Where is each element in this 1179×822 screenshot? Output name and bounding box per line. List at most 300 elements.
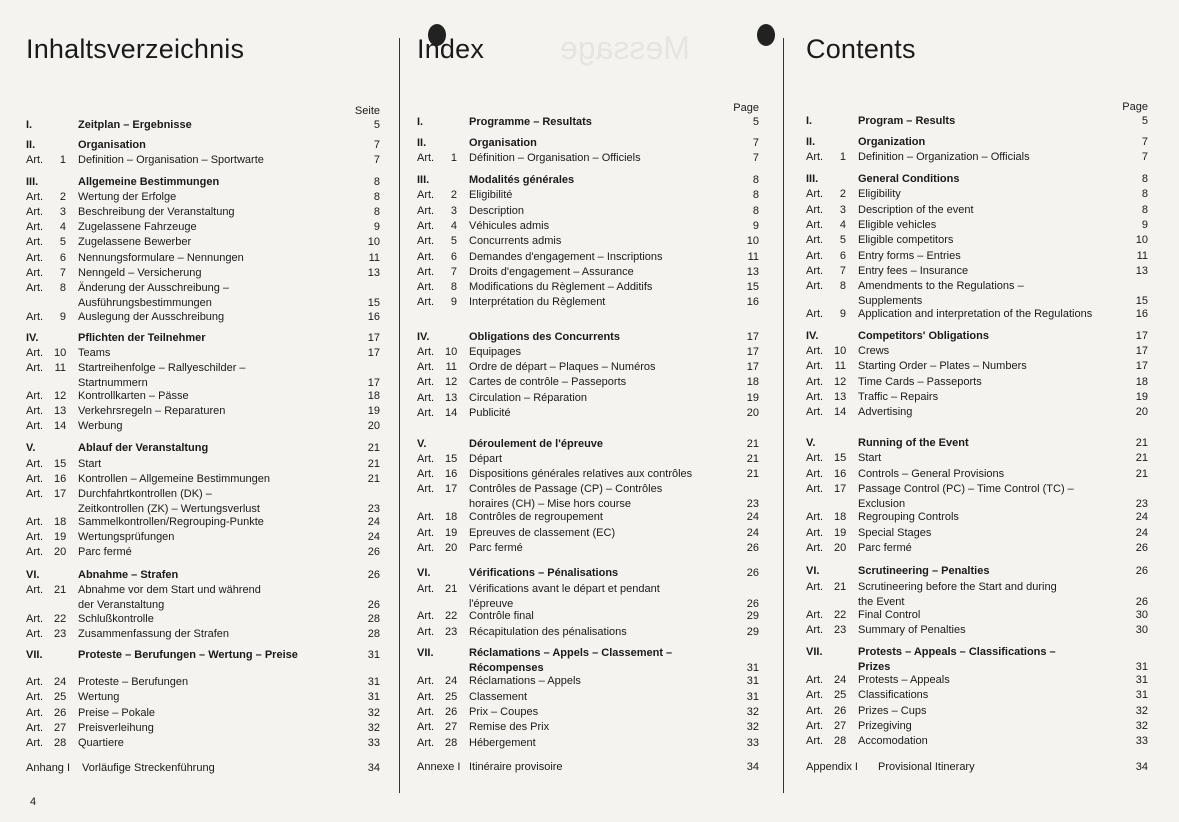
page-ref: 8 bbox=[1141, 173, 1148, 185]
page-ref: 13 bbox=[1135, 265, 1148, 277]
page-ref: 17 bbox=[367, 377, 380, 390]
entry-title-line: Contrôles de Passage (CP) – Contrôles bbox=[469, 483, 663, 495]
page-ref: 15 bbox=[1135, 295, 1148, 308]
article-label: Art. bbox=[417, 235, 435, 247]
entry-title bbox=[858, 704, 1124, 719]
article-label: Art. bbox=[417, 542, 435, 554]
entry-title-line: Ausführungsbestimmungen bbox=[78, 297, 212, 310]
toc-column-french bbox=[411, 0, 767, 822]
toc-article-row bbox=[26, 281, 380, 312]
article-label: Art. bbox=[26, 154, 44, 166]
page-ref: 32 bbox=[746, 706, 759, 718]
article-label: Art. bbox=[806, 234, 824, 246]
article-number: 16 bbox=[445, 468, 458, 480]
entry-title-line: Classifications bbox=[858, 689, 929, 701]
toc-column-german bbox=[20, 0, 388, 822]
page-ref: 8 bbox=[752, 174, 759, 186]
article-number: 3 bbox=[450, 205, 457, 217]
page-ref: 32 bbox=[1135, 705, 1148, 717]
article-label: Art. bbox=[26, 362, 44, 374]
toc-appendix-row bbox=[417, 760, 759, 775]
entry-title bbox=[858, 307, 1124, 322]
article-label: Art. bbox=[417, 220, 435, 232]
page-ref: 9 bbox=[373, 221, 380, 233]
article-label: Art. bbox=[26, 347, 44, 359]
article-number: 28 bbox=[54, 737, 67, 749]
toc-article-row bbox=[26, 419, 380, 434]
toc-article-row bbox=[26, 690, 380, 705]
page-ref: 31 bbox=[1135, 674, 1148, 686]
entry-title-line: Programme – Resultats bbox=[469, 116, 592, 128]
article-number: 2 bbox=[59, 191, 66, 203]
page-ref: 21 bbox=[746, 468, 759, 480]
page-ref: 34 bbox=[1135, 761, 1148, 773]
toc-article-row bbox=[26, 612, 380, 627]
entry-title-line: Prizegiving bbox=[858, 720, 912, 732]
page-ref: 24 bbox=[746, 511, 759, 523]
page-ref: 26 bbox=[1135, 542, 1148, 554]
entry-title-line: Accomodation bbox=[858, 735, 928, 747]
toc-article-row bbox=[806, 218, 1148, 233]
entry-title-line: Description of the event bbox=[858, 204, 974, 216]
page-ref: 17 bbox=[1135, 330, 1148, 342]
page-ref: 16 bbox=[746, 296, 759, 308]
page-ref: 17 bbox=[1135, 345, 1148, 357]
entry-title bbox=[858, 218, 1124, 233]
toc-article-row bbox=[26, 706, 380, 721]
article-label: Art. bbox=[417, 737, 435, 749]
article-label: Art. bbox=[417, 392, 435, 404]
entry-title bbox=[78, 487, 356, 518]
entry-title bbox=[878, 760, 1124, 775]
entry-title-line: Organisation bbox=[469, 137, 537, 149]
entry-title-line: Protests – Appeals bbox=[858, 674, 950, 686]
article-number: 5 bbox=[59, 236, 66, 248]
entry-title bbox=[78, 153, 356, 168]
entry-title-line: Allgemeine Bestimmungen bbox=[78, 176, 220, 188]
section-numeral: IV. bbox=[806, 330, 819, 342]
page-ref: 10 bbox=[367, 236, 380, 248]
entry-title bbox=[78, 310, 356, 325]
entry-title bbox=[78, 568, 356, 583]
toc-article-row bbox=[26, 545, 380, 560]
entry-title bbox=[469, 690, 735, 705]
article-label: Art. bbox=[417, 527, 435, 539]
article-label: Art. bbox=[417, 189, 435, 201]
entry-title bbox=[469, 151, 735, 166]
page-ref: 21 bbox=[367, 473, 380, 485]
article-label: Art. bbox=[26, 390, 44, 402]
entry-title bbox=[78, 627, 356, 642]
article-label: Art. bbox=[806, 452, 824, 464]
entry-title bbox=[858, 608, 1124, 623]
page-ref: 20 bbox=[1135, 406, 1148, 418]
entry-title bbox=[858, 734, 1124, 749]
article-number: 8 bbox=[839, 280, 846, 292]
entry-title bbox=[469, 265, 735, 280]
entry-title-line: Startnummern bbox=[78, 377, 148, 390]
toc-section-row bbox=[417, 115, 759, 130]
page-ref: 8 bbox=[373, 191, 380, 203]
entry-title bbox=[858, 114, 1124, 129]
article-number: 1 bbox=[450, 152, 457, 164]
entry-title bbox=[78, 190, 356, 205]
article-label: Art. bbox=[806, 720, 824, 732]
article-number: 27 bbox=[445, 721, 458, 733]
article-number: 23 bbox=[54, 628, 67, 640]
toc-section-row bbox=[26, 175, 380, 190]
page-ref: 24 bbox=[746, 527, 759, 539]
article-label: Art. bbox=[806, 219, 824, 231]
page-ref: 18 bbox=[746, 376, 759, 388]
entry-title bbox=[78, 331, 356, 346]
entry-title bbox=[858, 150, 1124, 165]
toc-section-row bbox=[26, 331, 380, 346]
toc-article-row bbox=[806, 405, 1148, 420]
article-label: Art. bbox=[806, 308, 824, 320]
page-ref: 8 bbox=[752, 205, 759, 217]
toc-article-row bbox=[417, 510, 759, 525]
entry-title bbox=[469, 136, 735, 151]
entry-title bbox=[858, 249, 1124, 264]
article-number: 6 bbox=[59, 252, 66, 264]
entry-title-line: Amendments to the Regulations – bbox=[858, 280, 1024, 292]
article-label: Art. bbox=[417, 266, 435, 278]
page-ref: 23 bbox=[367, 503, 380, 516]
entry-title bbox=[469, 609, 735, 624]
toc-section-row bbox=[417, 136, 759, 151]
entry-title bbox=[78, 736, 356, 751]
article-number: 5 bbox=[839, 234, 846, 246]
entry-title bbox=[469, 173, 735, 188]
toc-section-row bbox=[26, 441, 380, 456]
entry-title-line: Demandes d'engagement – Inscriptions bbox=[469, 251, 663, 263]
article-number: 6 bbox=[450, 251, 457, 263]
article-number: 17 bbox=[445, 483, 458, 495]
toc-section-row bbox=[806, 564, 1148, 579]
article-label: Art. bbox=[26, 311, 44, 323]
entry-title-line: Départ bbox=[469, 453, 503, 465]
entry-title bbox=[82, 761, 356, 776]
column-divider bbox=[399, 38, 400, 793]
article-number: 1 bbox=[839, 151, 846, 163]
article-label: Art. bbox=[806, 345, 824, 357]
article-number: 22 bbox=[54, 613, 67, 625]
toc-appendix-row bbox=[806, 760, 1148, 775]
article-number: 8 bbox=[450, 281, 457, 293]
article-label: Art. bbox=[806, 250, 824, 262]
article-number: 28 bbox=[445, 737, 458, 749]
page-ref: 5 bbox=[1141, 115, 1148, 127]
article-number: 18 bbox=[54, 516, 67, 528]
page-ref: 24 bbox=[367, 516, 380, 528]
toc-article-row bbox=[806, 482, 1148, 513]
entry-title bbox=[858, 510, 1124, 525]
toc-article-row bbox=[806, 688, 1148, 703]
toc-article-row bbox=[417, 625, 759, 640]
entry-title-line: Wertung der Erfolge bbox=[78, 191, 177, 203]
page-column-header: Page bbox=[733, 102, 759, 114]
article-number: 14 bbox=[54, 420, 67, 432]
entry-title bbox=[469, 736, 735, 751]
toc-article-row bbox=[806, 526, 1148, 541]
toc-article-row bbox=[417, 467, 759, 482]
entry-title bbox=[469, 760, 735, 775]
toc-article-row bbox=[417, 375, 759, 390]
entry-title bbox=[858, 623, 1124, 638]
entry-title bbox=[469, 720, 735, 735]
toc-article-row bbox=[26, 457, 380, 472]
entry-title bbox=[78, 706, 356, 721]
entry-title bbox=[469, 250, 735, 265]
entry-title-line: Dispositions générales relatives aux contrôles bbox=[469, 468, 693, 480]
article-number: 26 bbox=[445, 706, 458, 718]
article-label: Art. bbox=[417, 483, 435, 495]
toc-article-row bbox=[417, 406, 759, 421]
entry-title bbox=[78, 404, 356, 419]
article-number: 12 bbox=[445, 376, 458, 388]
article-number: 15 bbox=[54, 458, 67, 470]
article-label: Art. bbox=[417, 691, 435, 703]
entry-title-line: Remise des Prix bbox=[469, 721, 550, 733]
page-ref: 7 bbox=[1141, 151, 1148, 163]
toc-article-row bbox=[417, 219, 759, 234]
article-number: 24 bbox=[834, 674, 847, 686]
page-ref: 30 bbox=[1135, 609, 1148, 621]
page-ref: 11 bbox=[368, 252, 380, 264]
entry-title-line: Kontrollen – Allgemeine Bestimmungen bbox=[78, 473, 271, 485]
entry-title bbox=[469, 452, 735, 467]
entry-title bbox=[858, 329, 1124, 344]
section-numeral: IV. bbox=[417, 331, 430, 343]
toc-section-row bbox=[806, 329, 1148, 344]
toc-article-row bbox=[26, 404, 380, 419]
page-ref: 19 bbox=[1135, 391, 1148, 403]
section-numeral: II. bbox=[417, 137, 427, 149]
toc-article-row bbox=[806, 541, 1148, 556]
article-label: Art. bbox=[26, 473, 44, 485]
entry-title bbox=[469, 437, 735, 452]
entry-title-line: Modifications du Règlement – Additifs bbox=[469, 281, 653, 293]
page-ref: 31 bbox=[367, 691, 380, 703]
page-ref: 13 bbox=[746, 266, 759, 278]
entry-title-line: Schlußkontrolle bbox=[78, 613, 154, 625]
entry-title bbox=[469, 674, 735, 689]
page-ref: 18 bbox=[367, 390, 380, 402]
entry-title bbox=[858, 541, 1124, 556]
page-ref: 19 bbox=[746, 392, 759, 404]
page-ref: 17 bbox=[746, 331, 759, 343]
toc-article-row bbox=[806, 451, 1148, 466]
article-label: Art. bbox=[806, 151, 824, 163]
article-number: 26 bbox=[54, 707, 67, 719]
page-ref: 7 bbox=[373, 154, 380, 166]
entry-title-line: Pflichten der Teilnehmer bbox=[78, 332, 206, 344]
entry-title-line: Advertising bbox=[858, 406, 913, 418]
section-numeral: VII. bbox=[26, 649, 43, 661]
page-ref: 8 bbox=[373, 176, 380, 188]
toc-article-row bbox=[417, 674, 759, 689]
toc-section-row bbox=[417, 437, 759, 452]
entry-title-line: Réclamations – Appels bbox=[469, 675, 581, 687]
entry-title-line: Verkehrsregeln – Reparaturen bbox=[78, 405, 226, 417]
article-number: 2 bbox=[450, 189, 457, 201]
entry-title-line: Application and interpretation of the Regulations bbox=[858, 308, 1093, 320]
entry-title bbox=[858, 233, 1124, 248]
entry-title bbox=[858, 344, 1124, 359]
entry-title-line: Déroulement de l'épreuve bbox=[469, 438, 604, 450]
entry-title-line: Nenngeld – Versicherung bbox=[78, 267, 202, 279]
toc-section-row bbox=[417, 646, 759, 677]
entry-title bbox=[858, 405, 1124, 420]
page-ref: 17 bbox=[367, 347, 380, 359]
page-ref: 26 bbox=[746, 598, 759, 611]
toc-article-row bbox=[417, 541, 759, 556]
article-number: 13 bbox=[834, 391, 847, 403]
toc-article-row bbox=[26, 487, 380, 518]
article-label: Art. bbox=[26, 691, 44, 703]
article-label: Art. bbox=[26, 206, 44, 218]
entry-title-line: Program – Results bbox=[858, 115, 956, 127]
toc-section-row bbox=[26, 138, 380, 153]
entry-title-line: Competitors' Obligations bbox=[858, 330, 989, 342]
page-ref: 31 bbox=[1135, 661, 1148, 674]
toc-article-row bbox=[417, 250, 759, 265]
page-ref: 21 bbox=[1135, 468, 1148, 480]
entry-title-line: Sammelkontrollen/Regrouping-Punkte bbox=[78, 516, 264, 528]
entry-title bbox=[858, 482, 1124, 513]
entry-title-line: Réclamations – Appels – Classement – bbox=[469, 647, 673, 659]
toc-article-row bbox=[417, 736, 759, 751]
entry-title-line: Wertung bbox=[78, 691, 120, 703]
article-label: Art. bbox=[26, 221, 44, 233]
article-number: 17 bbox=[834, 483, 847, 495]
entry-title-line: Récapitulation des pénalisations bbox=[469, 626, 627, 638]
entry-title-line: Preise – Pokale bbox=[78, 707, 156, 719]
appendix-label: Anhang I bbox=[26, 762, 71, 774]
toc-article-row bbox=[417, 295, 759, 310]
page-ref: 20 bbox=[367, 420, 380, 432]
toc-article-row bbox=[417, 345, 759, 360]
article-number: 19 bbox=[834, 527, 847, 539]
entry-title bbox=[78, 361, 356, 392]
entry-title-line: Auslegung der Ausschreibung bbox=[78, 311, 225, 323]
entry-title bbox=[469, 345, 735, 360]
page-number: 4 bbox=[30, 796, 37, 808]
entry-title bbox=[78, 118, 356, 133]
article-label: Art. bbox=[26, 458, 44, 470]
page-ref: 31 bbox=[746, 691, 759, 703]
entry-title-line: Zeitplan – Ergebnisse bbox=[78, 119, 192, 131]
appendix-label: Annexe I bbox=[417, 761, 461, 773]
article-number: 14 bbox=[445, 407, 458, 419]
entry-title bbox=[78, 389, 356, 404]
entry-title-line: Prix – Coupes bbox=[469, 706, 539, 718]
appendix-label: Appendix I bbox=[806, 761, 858, 773]
toc-article-row bbox=[806, 264, 1148, 279]
entry-title bbox=[78, 220, 356, 235]
toc-article-row bbox=[806, 734, 1148, 749]
entry-title-line: Ordre de départ – Plaques – Numéros bbox=[469, 361, 656, 373]
entry-title bbox=[469, 566, 735, 581]
page-ref: 9 bbox=[1141, 219, 1148, 231]
entry-title-line: Eligibilité bbox=[469, 189, 513, 201]
article-number: 20 bbox=[445, 542, 458, 554]
entry-title-line: Description bbox=[469, 205, 525, 217]
entry-title-line: the Event bbox=[858, 596, 905, 609]
toc-article-row bbox=[26, 346, 380, 361]
page-ref: 5 bbox=[373, 119, 380, 131]
section-numeral: V. bbox=[417, 438, 427, 450]
page-ref: 26 bbox=[367, 546, 380, 558]
page-ref: 11 bbox=[747, 251, 759, 263]
entry-title-line: Circulation – Réparation bbox=[469, 392, 588, 404]
article-number: 10 bbox=[54, 347, 67, 359]
entry-title-line: Teams bbox=[78, 347, 111, 359]
toc-article-row bbox=[417, 188, 759, 203]
article-number: 4 bbox=[839, 219, 846, 231]
article-label: Art. bbox=[806, 609, 824, 621]
toc-article-row bbox=[26, 389, 380, 404]
entry-title-line: Traffic – Repairs bbox=[858, 391, 939, 403]
article-label: Art. bbox=[806, 468, 824, 480]
article-number: 20 bbox=[834, 542, 847, 554]
entry-title bbox=[78, 530, 356, 545]
page-ref: 23 bbox=[1135, 498, 1148, 511]
section-numeral: I. bbox=[806, 115, 813, 127]
toc-section-row bbox=[806, 135, 1148, 150]
entry-title-line: Zusammenfassung der Strafen bbox=[78, 628, 230, 640]
article-number: 21 bbox=[834, 581, 847, 593]
entry-title-line: Werbung bbox=[78, 420, 123, 432]
entry-title bbox=[78, 175, 356, 190]
entry-title bbox=[858, 264, 1124, 279]
page-ref: 7 bbox=[1141, 136, 1148, 148]
page-ref: 26 bbox=[1135, 596, 1148, 609]
page-ref: 21 bbox=[1135, 452, 1148, 464]
article-label: Art. bbox=[806, 391, 824, 403]
article-number: 15 bbox=[445, 453, 458, 465]
entry-title-line: Provisional Itinerary bbox=[878, 761, 975, 773]
entry-title bbox=[858, 390, 1124, 405]
article-label: Art. bbox=[806, 406, 824, 418]
entry-title-line: Kontrollkarten – Pässe bbox=[78, 390, 189, 402]
entry-title-line: Interprétation du Règlement bbox=[469, 296, 606, 308]
toc-article-row bbox=[26, 235, 380, 250]
page-ref: 8 bbox=[752, 189, 759, 201]
article-label: Art. bbox=[806, 581, 824, 593]
article-label: Art. bbox=[26, 282, 44, 294]
toc-article-row bbox=[26, 190, 380, 205]
page-ref: 17 bbox=[367, 332, 380, 344]
section-numeral: V. bbox=[806, 437, 816, 449]
article-label: Art. bbox=[806, 280, 824, 292]
entry-title bbox=[858, 467, 1124, 482]
article-number: 13 bbox=[445, 392, 458, 404]
column-title: Inhaltsverzeichnis bbox=[26, 34, 245, 64]
entry-title bbox=[78, 457, 356, 472]
toc-article-row bbox=[806, 608, 1148, 623]
toc-article-row bbox=[417, 609, 759, 624]
entry-title bbox=[78, 515, 356, 530]
page-ref: 8 bbox=[373, 206, 380, 218]
article-number: 25 bbox=[834, 689, 847, 701]
page-ref: 34 bbox=[746, 761, 759, 773]
entry-title-line: l'épreuve bbox=[469, 598, 514, 611]
article-label: Art. bbox=[417, 453, 435, 465]
page-ref: 21 bbox=[1135, 437, 1148, 449]
page-ref: 26 bbox=[367, 599, 380, 612]
